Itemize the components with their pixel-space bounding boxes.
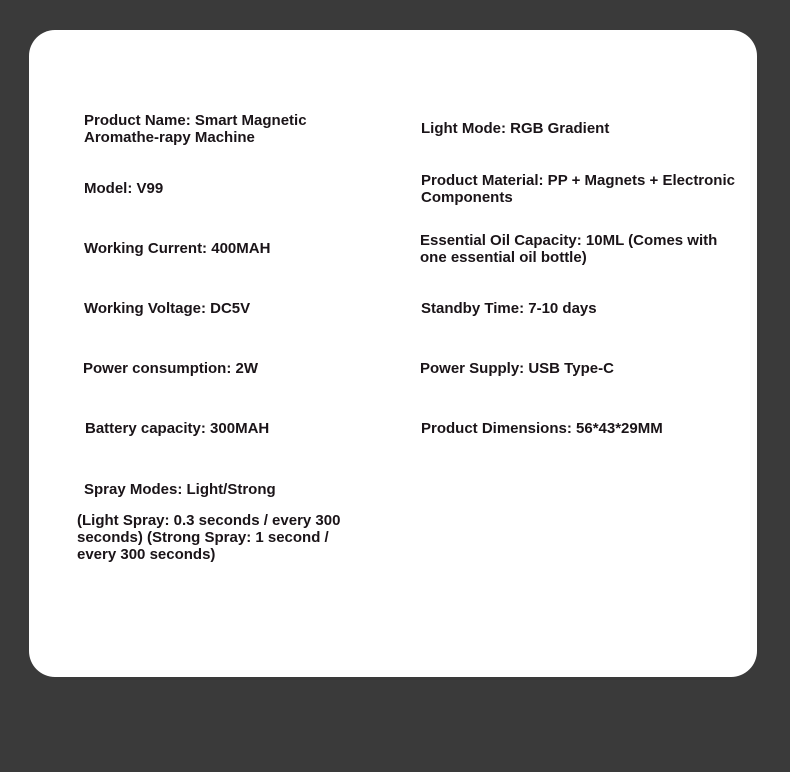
spec-battery-capacity: Battery capacity: 300MAH [85, 420, 270, 437]
spec-product-dimensions: Product Dimensions: 56*43*29MM [421, 420, 663, 437]
spec-working-voltage: Working Voltage: DC5V [84, 300, 251, 317]
spec-power-supply: Power Supply: USB Type-C [420, 360, 614, 377]
spec-product-material: Product Material: PP + Magnets + Electronic Components [421, 172, 735, 206]
spec-product-name: Product Name: Smart Magnetic Aromathe-rapy Machine [84, 112, 307, 146]
spec-oil-capacity: Essential Oil Capacity: 10ML (Comes with one essential oil bottle) [420, 232, 718, 266]
spec-spray-note: (Light Spray: 0.3 seconds / every 300 seconds) (Strong Spray: 1 second / every 300 seconds) [77, 512, 341, 563]
spec-spray-modes: Spray Modes: Light/Strong [84, 481, 276, 498]
spec-standby-time: Standby Time: 7-10 days [421, 300, 597, 317]
spec-working-current: Working Current: 400MAH [84, 240, 271, 257]
spec-card [29, 30, 757, 677]
spec-light-mode: Light Mode: RGB Gradient [421, 120, 610, 137]
spec-model: Model: V99 [84, 180, 164, 197]
spec-power-consumption: Power consumption: 2W [83, 360, 259, 377]
